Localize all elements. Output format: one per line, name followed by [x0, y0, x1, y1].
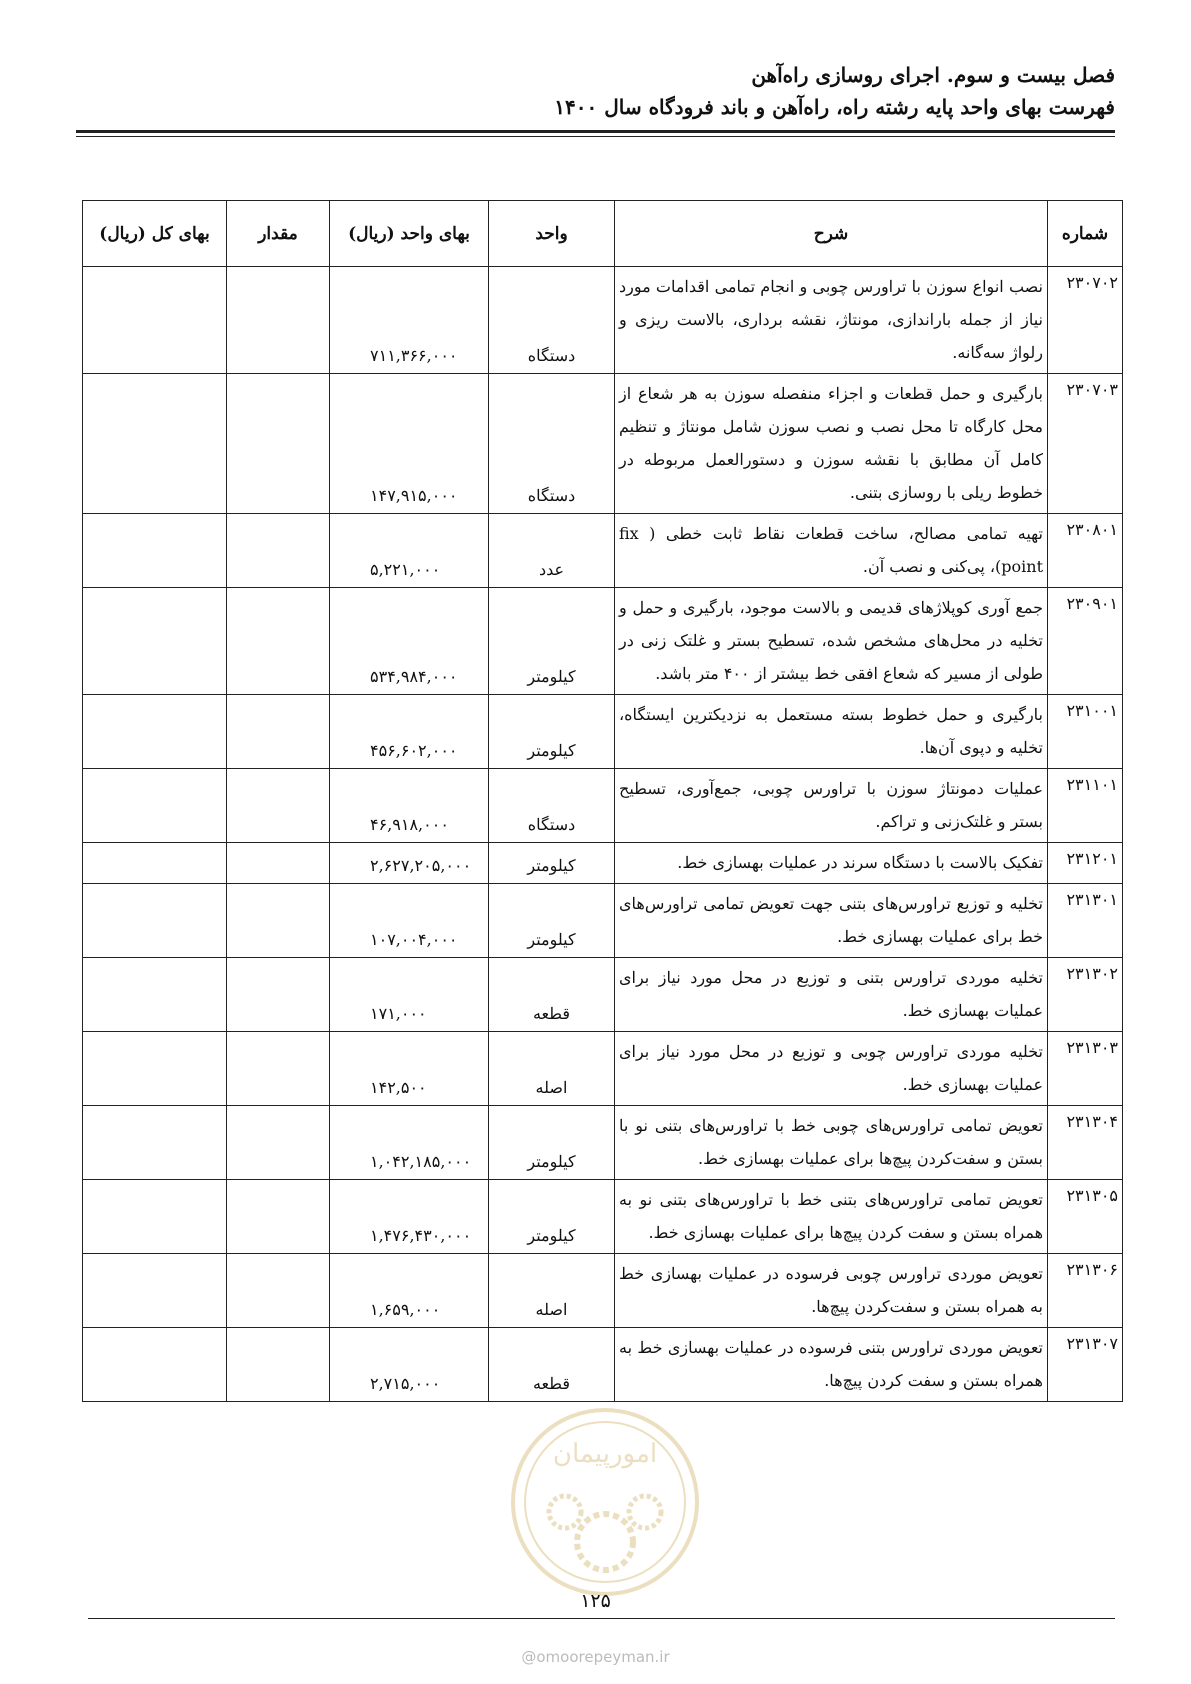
item-description: تخلیه موردی تراورس چوبی و توزیع در محل مورد نیاز برای عملیات بهسازی خط. [615, 1032, 1048, 1106]
table-row [83, 514, 1123, 588]
item-unit-price: ۷۱۱,۳۶۶,۰۰۰ [330, 267, 489, 374]
price-table [82, 200, 1123, 1402]
item-description: تفکیک بالاست با دستگاه سرند در عملیات بهسازی خط. [615, 843, 1048, 884]
item-quantity [227, 1106, 330, 1180]
item-total-price [83, 1254, 227, 1328]
item-number: ۲۳۱۳۰۱ [1048, 884, 1123, 958]
item-unit: کیلومتر [489, 1106, 615, 1180]
item-unit-price: ۲,۶۲۷,۲۰۵,۰۰۰ [330, 843, 489, 884]
item-total-price [83, 1328, 227, 1402]
header-rule-thin [76, 136, 1115, 137]
table-row [83, 769, 1123, 843]
item-unit: کیلومتر [489, 884, 615, 958]
item-total-price [83, 695, 227, 769]
item-total-price [83, 374, 227, 514]
item-total-price [83, 1106, 227, 1180]
page-number: ۱۲۵ [580, 1590, 611, 1612]
seal-watermark-icon [505, 1392, 705, 1612]
item-quantity [227, 588, 330, 695]
item-number: ۲۳۰۸۰۱ [1048, 514, 1123, 588]
item-description: بارگیری و حمل قطعات و اجزاء منفصله سوزن به هر شعاع از محل کارگاه تا محل نصب و نصب سوزن شامل مونتاژ و تنظیم کامل آن مطابق با نقشه سوزن و دستورالعمل مربوطه در خطوط ریلی با روسازی بتنی. [615, 374, 1048, 514]
table-row [83, 588, 1123, 695]
seal-text: امورپیمان [552, 1439, 658, 1469]
item-description: تعویض تمامی تراورس‌های بتنی خط با تراورس‌های بتنی نو به همراه بستن و سفت کردن پیچ‌ها برای عملیات بهسازی خط. [615, 1180, 1048, 1254]
item-quantity [227, 769, 330, 843]
item-description: نصب انواع سوزن با تراورس چوبی و انجام تمامی اقدامات مورد نیاز از جمله باراندازی، مونتاژ، نقشه برداری، بالاست ریزی و رلواژ سه‌گانه. [615, 267, 1048, 374]
document-title: فهرست بهای واحد پایه رشته راه، راه‌آهن و باند فرودگاه سال ۱۴۰۰ [554, 95, 1115, 119]
item-unit: اصله [489, 1254, 615, 1328]
item-total-price [83, 884, 227, 958]
item-unit-price: ۴۶,۹۱۸,۰۰۰ [330, 769, 489, 843]
item-description: تهیه تمامی مصالح، ساخت قطعات نقاط ثابت خطی ( fix point)، پی‌کنی و نصب آن. [615, 514, 1048, 588]
item-unit-price: ۱۴۷,۹۱۵,۰۰۰ [330, 374, 489, 514]
item-description: بارگیری و حمل خطوط بسته مستعمل به نزدیکترین ایستگاه، تخلیه و دپوی آن‌ها. [615, 695, 1048, 769]
item-unit-price: ۲,۷۱۵,۰۰۰ [330, 1328, 489, 1402]
item-number: ۲۳۱۲۰۱ [1048, 843, 1123, 884]
item-unit: قطعه [489, 1328, 615, 1402]
item-total-price [83, 1180, 227, 1254]
table-row [83, 1254, 1123, 1328]
table-row [83, 1032, 1123, 1106]
column-header-number: شماره [1048, 201, 1123, 267]
table-row [83, 1180, 1123, 1254]
item-description: تعویض موردی تراورس بتنی فرسوده در عملیات بهسازی خط به همراه بستن و سفت کردن پیچ‌ها. [615, 1328, 1048, 1402]
item-unit-price: ۱,۴۷۶,۴۳۰,۰۰۰ [330, 1180, 489, 1254]
table-header-row [83, 201, 1123, 267]
item-unit: دستگاه [489, 374, 615, 514]
item-description: جمع آوری کوپلاژهای قدیمی و بالاست موجود، بارگیری و حمل و تخلیه در محل‌های مشخص شده، تسطیح بستر و غلتک زنی در طولی از مسیر که شعاع افقی خط بیشتر از ۴۰۰ متر باشد. [615, 588, 1048, 695]
item-unit-price: ۱۷۱,۰۰۰ [330, 958, 489, 1032]
column-header-description: شرح [615, 201, 1048, 267]
item-number: ۲۳۰۷۰۲ [1048, 267, 1123, 374]
table-row [83, 843, 1123, 884]
item-unit-price: ۱,۶۵۹,۰۰۰ [330, 1254, 489, 1328]
item-unit: دستگاه [489, 267, 615, 374]
item-quantity [227, 267, 330, 374]
item-description: تخلیه و توزیع تراورس‌های بتنی جهت تعویض تمامی تراورس‌های خط برای عملیات بهسازی خط. [615, 884, 1048, 958]
item-number: ۲۳۱۳۰۲ [1048, 958, 1123, 1032]
item-number: ۲۳۱۳۰۶ [1048, 1254, 1123, 1328]
item-total-price [83, 267, 227, 374]
watermark-site: @omoorepeyman.ir [521, 1648, 670, 1666]
item-unit-price: ۱۴۲,۵۰۰ [330, 1032, 489, 1106]
item-unit: عدد [489, 514, 615, 588]
chapter-title: فصل بیست و سوم. اجرای روسازی راه‌آهن [751, 63, 1115, 87]
item-quantity [227, 514, 330, 588]
item-quantity [227, 958, 330, 1032]
footer-rule [88, 1618, 1115, 1619]
item-number: ۲۳۱۳۰۴ [1048, 1106, 1123, 1180]
column-header-total-price: بهای کل (ریال) [83, 201, 227, 267]
item-description: تخلیه موردی تراورس بتنی و توزیع در محل مورد نیاز برای عملیات بهسازی خط. [615, 958, 1048, 1032]
item-unit: کیلومتر [489, 1180, 615, 1254]
page-header [554, 60, 1115, 122]
item-number: ۲۳۱۱۰۱ [1048, 769, 1123, 843]
item-quantity [227, 1032, 330, 1106]
column-header-unit-price: بهای واحد (ریال) [330, 201, 489, 267]
table-row [83, 695, 1123, 769]
item-quantity [227, 884, 330, 958]
item-number: ۲۳۱۰۰۱ [1048, 695, 1123, 769]
table-row [83, 958, 1123, 1032]
item-total-price [83, 958, 227, 1032]
item-unit: قطعه [489, 958, 615, 1032]
item-unit-price: ۵,۲۲۱,۰۰۰ [330, 514, 489, 588]
item-number: ۲۳۱۳۰۳ [1048, 1032, 1123, 1106]
item-total-price [83, 588, 227, 695]
item-number: ۲۳۱۳۰۵ [1048, 1180, 1123, 1254]
item-quantity [227, 695, 330, 769]
item-description: تعویض موردی تراورس چوبی فرسوده در عملیات بهسازی خط به همراه بستن و سفت‌کردن پیچ‌ها. [615, 1254, 1048, 1328]
item-total-price [83, 1032, 227, 1106]
table-row [83, 1106, 1123, 1180]
item-unit-price: ۵۳۴,۹۸۴,۰۰۰ [330, 588, 489, 695]
item-quantity [227, 1254, 330, 1328]
item-unit: کیلومتر [489, 588, 615, 695]
table-row [83, 374, 1123, 514]
item-description: عملیات دمونتاژ سوزن با تراورس چوبی، جمع‌آوری، تسطیح بستر و غلتک‌زنی و تراکم. [615, 769, 1048, 843]
item-unit-price: ۴۵۶,۶۰۲,۰۰۰ [330, 695, 489, 769]
item-quantity [227, 374, 330, 514]
column-header-quantity: مقدار [227, 201, 330, 267]
item-total-price [83, 514, 227, 588]
item-quantity [227, 1180, 330, 1254]
table-row [83, 1328, 1123, 1402]
item-total-price [83, 843, 227, 884]
item-number: ۲۳۱۳۰۷ [1048, 1328, 1123, 1402]
item-unit: کیلومتر [489, 695, 615, 769]
header-rule-thick [76, 130, 1115, 133]
item-total-price [83, 769, 227, 843]
column-header-unit: واحد [489, 201, 615, 267]
item-quantity [227, 843, 330, 884]
table-row [83, 267, 1123, 374]
item-description: تعویض تمامی تراورس‌های چوبی خط با تراورس‌های بتنی نو با بستن و سفت‌کردن پیچ‌ها برای عملیات بهسازی خط. [615, 1106, 1048, 1180]
item-unit: دستگاه [489, 769, 615, 843]
item-unit-price: ۱۰۷,۰۰۴,۰۰۰ [330, 884, 489, 958]
item-number: ۲۳۰۹۰۱ [1048, 588, 1123, 695]
item-unit: کیلومتر [489, 843, 615, 884]
item-unit-price: ۱,۰۴۲,۱۸۵,۰۰۰ [330, 1106, 489, 1180]
item-quantity [227, 1328, 330, 1402]
item-unit: اصله [489, 1032, 615, 1106]
table-row [83, 884, 1123, 958]
item-number: ۲۳۰۷۰۳ [1048, 374, 1123, 514]
